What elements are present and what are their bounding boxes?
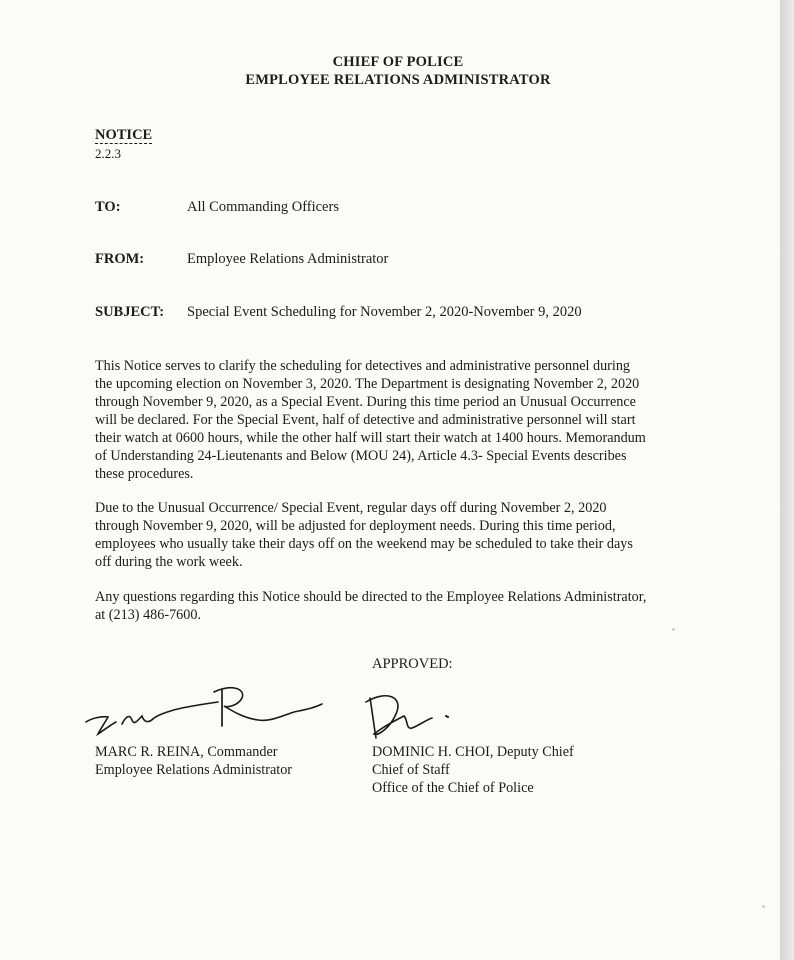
- paragraph-line: at (213) 486-7600.: [95, 607, 201, 623]
- paragraph-line: off during the work week.: [95, 554, 243, 570]
- paragraph-line: Due to the Unusual Occurrence/ Special Event, regular days off during November 2, 2020: [95, 500, 607, 516]
- signatory-right-position: Chief of Staff: [372, 762, 450, 778]
- page-edge-shadow: [780, 0, 794, 960]
- signature-right: [360, 686, 480, 746]
- notice-label: NOTICE: [95, 127, 153, 143]
- signatory-left-name: MARC R. REINA, Commander: [95, 744, 278, 760]
- scan-speck: [762, 905, 765, 908]
- subject-value: Special Event Scheduling for November 2, 2020-November 9, 2020: [187, 304, 582, 320]
- signatory-right: [372, 743, 574, 797]
- paragraph-line: these procedures.: [95, 466, 194, 482]
- signatory-right-office: Office of the Chief of Police: [372, 780, 534, 796]
- letterhead-title: CHIEF OF POLICE: [332, 54, 464, 70]
- body-paragraph-1: [95, 357, 707, 483]
- paragraph-line: through November 9, 2020, as a Special Event. During this time period an Unusual Occurrence: [95, 394, 636, 410]
- body-paragraph-3: [95, 588, 707, 624]
- paragraph-line: This Notice serves to clarify the scheduling for detectives and administrative personnel during: [95, 358, 631, 374]
- paragraph-line: employees who usually take their days off on the weekend may be scheduled to take their days: [95, 536, 633, 552]
- paragraph-line: their watch at 0600 hours, while the other half will start their watch at 1400 hours. Memorandum: [95, 430, 646, 446]
- from-value: Employee Relations Administrator: [187, 251, 389, 267]
- paragraph-line: through November 9, 2020, will be adjusted for deployment needs. During this time period,: [95, 518, 616, 534]
- paragraph-line: will be declared. For the Special Event, half of detective and administrative personnel will start: [95, 412, 636, 428]
- subject-label: SUBJECT:: [95, 304, 165, 320]
- signatory-left-position: Employee Relations Administrator: [95, 762, 293, 778]
- body-paragraph-2: [95, 499, 707, 571]
- signatory-right-name: DOMINIC H. CHOI, Deputy Chief: [372, 744, 574, 760]
- to-value: All Commanding Officers: [187, 199, 339, 215]
- scan-speck: [672, 628, 675, 631]
- notice-number: 2.2.3: [95, 146, 121, 161]
- approved-label: APPROVED:: [372, 656, 453, 672]
- from-label: FROM:: [95, 251, 145, 267]
- paragraph-line: the upcoming election on November 3, 2020. The Department is designating November 2, 2020: [95, 376, 640, 392]
- paragraph-line: of Understanding 24-Lieutenants and Below (MOU 24), Article 4.3- Special Events describes: [95, 448, 627, 464]
- signatory-left: [95, 743, 292, 779]
- paragraph-line: Any questions regarding this Notice should be directed to the Employee Relations Administrator,: [95, 589, 647, 605]
- signature-left: [82, 680, 342, 740]
- letterhead-subtitle: EMPLOYEE RELATIONS ADMINISTRATOR: [245, 72, 551, 88]
- to-label: TO:: [95, 199, 121, 215]
